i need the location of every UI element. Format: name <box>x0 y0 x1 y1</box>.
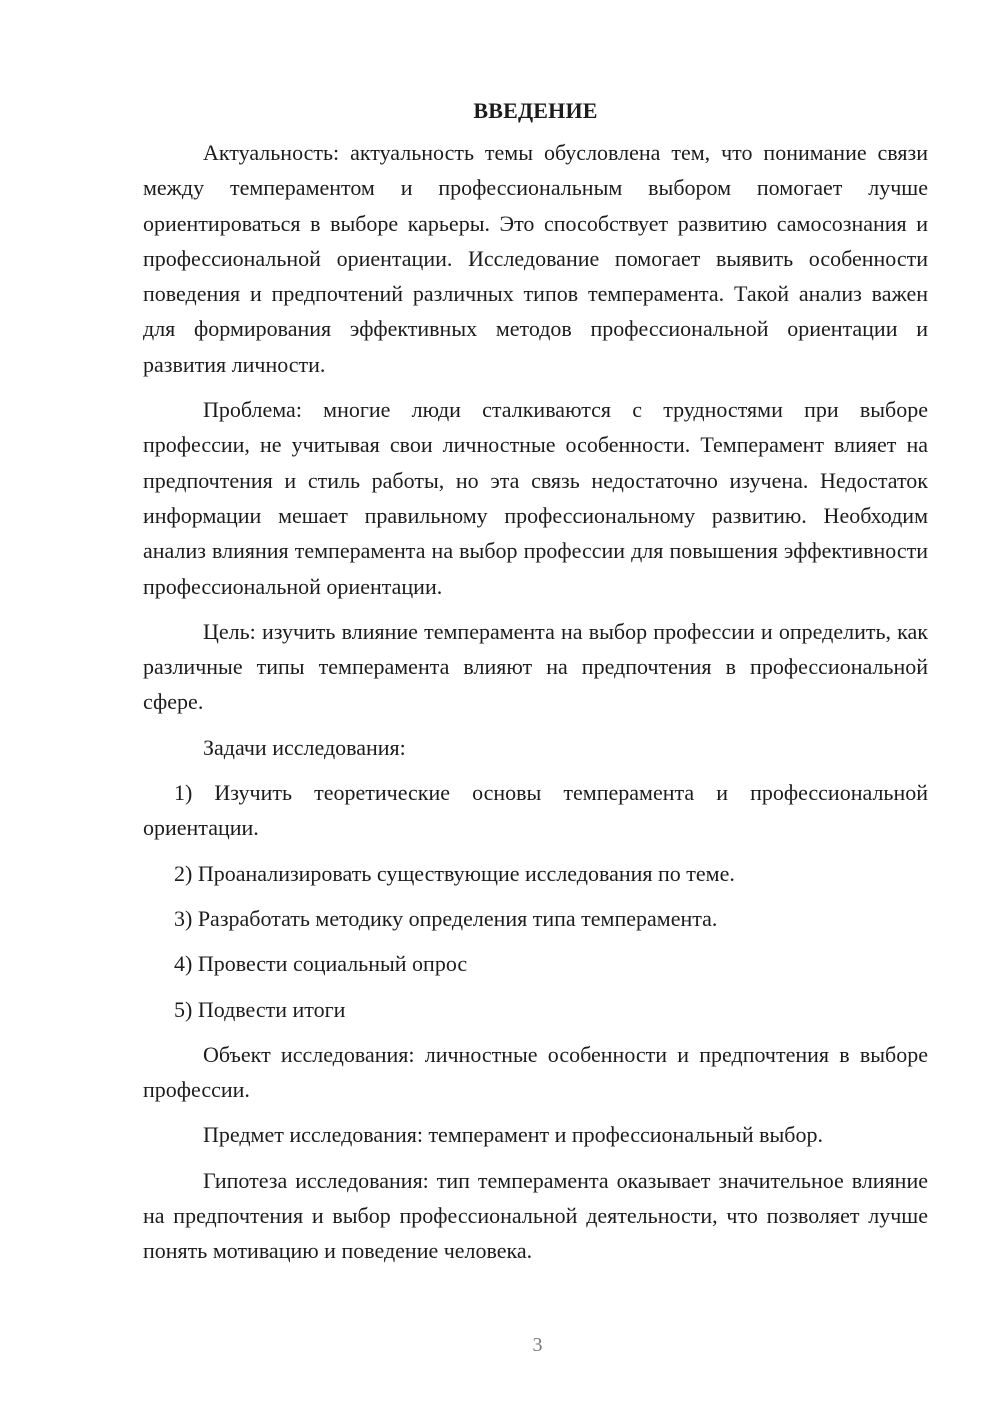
paragraph-subject: Предмет исследования: темперамент и профессиональный выбор. <box>203 1122 823 1148</box>
task-item: 5) Подвести итоги <box>174 996 346 1022</box>
task-item: 1) Изучить теоретические основы темперамента и профессиональной ориентации. <box>143 780 928 841</box>
paragraph-relevance: Актуальность: актуальность темы обусловлена тем, что понимание связи между темпераментом и профессиональным выбором помогает лучше ориентироваться в выборе карьеры. Это способствует развитию самосознания и профессиональной ориентации. Исследование помогает выявить особенности поведения и предпочтений различных типов темперамента. Такой анализ важен для формирования эффективных методов профессиональной ориентации и развития личности. <box>143 140 928 377</box>
section-heading: ВВЕДЕНИЕ <box>473 98 598 123</box>
paragraph-hypothesis: Гипотеза исследования: тип темперамента оказывает значительное влияние на предпочтения и выбор профессиональной деятельности, что позволяет лучше понять мотивацию и поведение человека. <box>143 1167 928 1264</box>
page-content <box>143 96 928 1279</box>
paragraph-problem: Проблема: многие люди сталкиваются с трудностями при выборе профессии, не учитывая свои личностные особенности. Темперамент влияет на предпочтения и стиль работы, но эта связь недостаточно изучена. Недостаток информации мешает правильному профессиональному развитию. Необходим анализ влияния темперамента на выбор профессии для повышения эффективности профессиональной ориентации. <box>143 397 928 599</box>
paragraph-goal: Цель: изучить влияние темперамента на выбор профессии и определить, как различные типы темперамента влияют на предпочтения в профессиональной сфере. <box>143 618 928 715</box>
task-item: 3) Разработать методику определения типа темперамента. <box>174 905 718 931</box>
page-number: 3 <box>532 1334 543 1356</box>
task-item: 4) Провести социальный опрос <box>174 951 468 977</box>
paragraph-object: Объект исследования: личностные особенности и предпочтения в выборе профессии. <box>143 1041 928 1103</box>
paragraph-tasks-intro: Задачи исследования: <box>203 734 406 760</box>
task-item: 2) Проанализировать существующие исследования по теме. <box>174 860 735 886</box>
